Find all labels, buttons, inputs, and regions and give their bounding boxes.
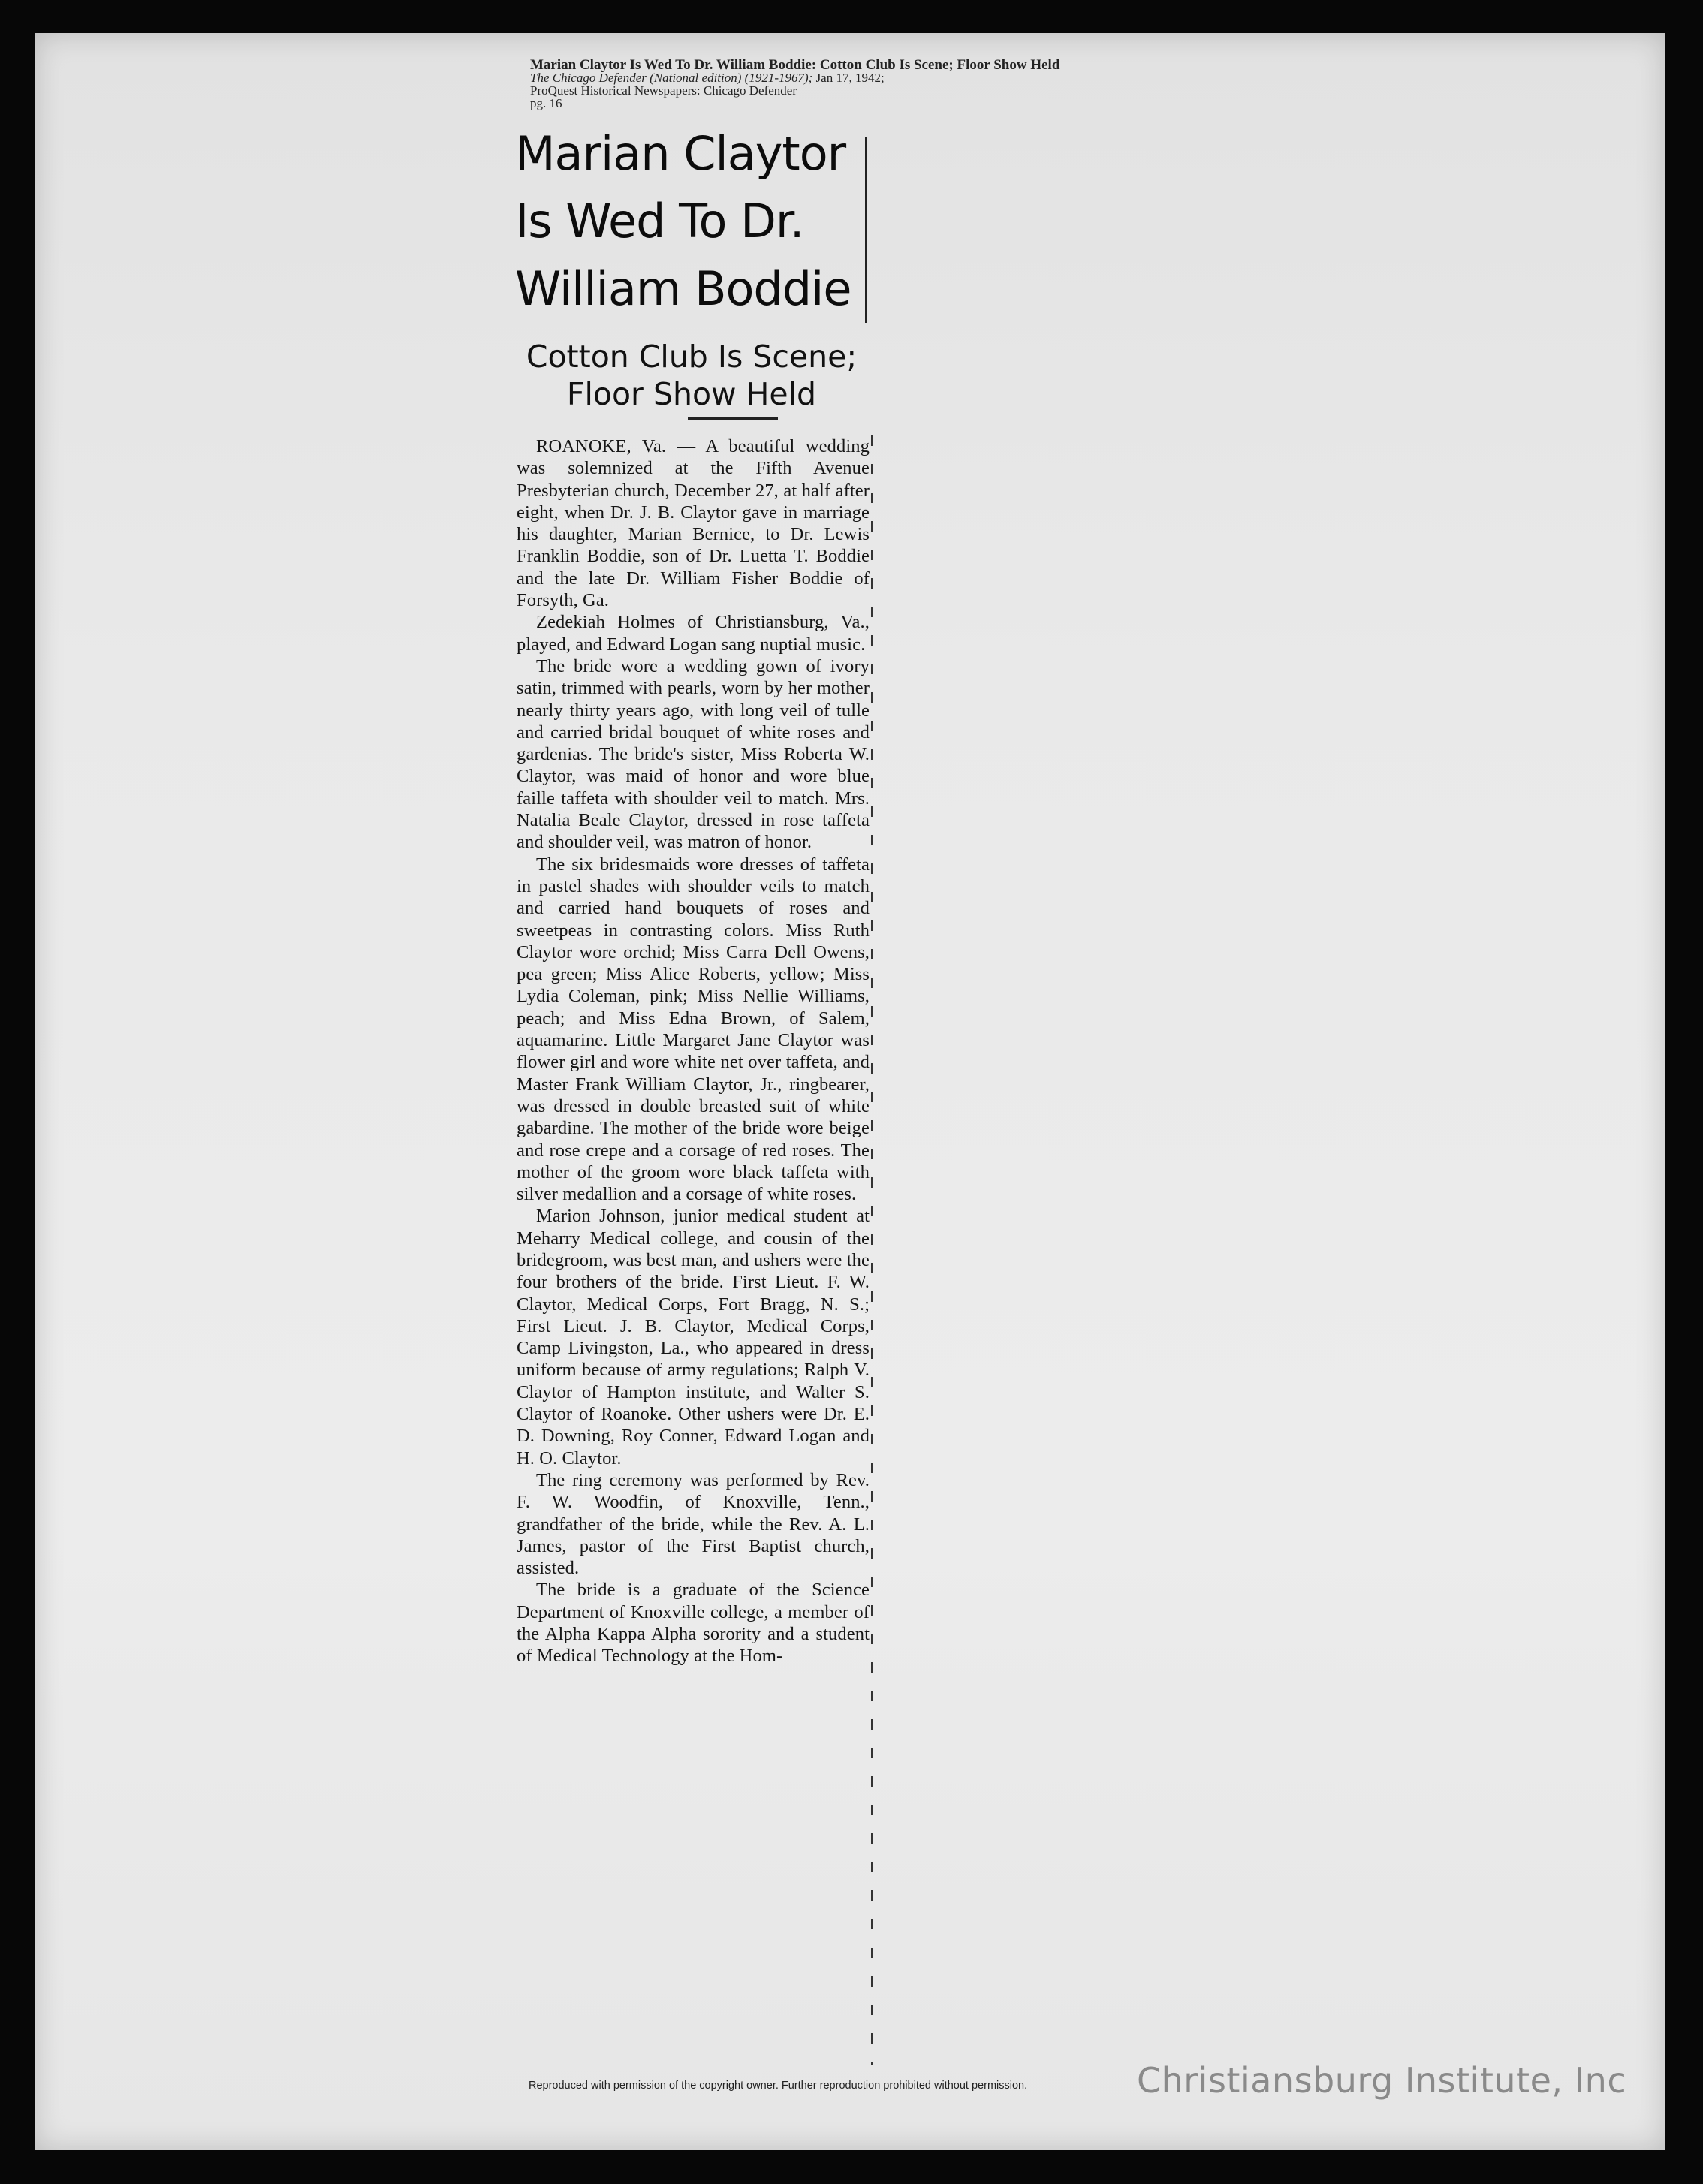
subhead-line: Floor Show Held	[566, 376, 817, 412]
citation-title: Marian Claytor Is Wed To Dr. William Boddie: Cotton Club Is Scene; Floor Show Held	[530, 57, 1060, 73]
article-paragraph: ROANOKE, Va. — A beautiful wedding was solemnized at the Fifth Avenue Presbyterian church, December 27, at half after eight, when Dr. J. B. Claytor gave in marriage his daughter, Marian Bernice, to Dr. Lewis Franklin Boddie, son of Dr. Luetta T. Boddie and the late Dr. William Fisher Boddie of Forsyth, Ga.	[517, 436, 870, 611]
body-column-rule	[871, 435, 873, 2065]
headline-line: Is Wed To Dr.	[515, 194, 804, 249]
citation-page: pg. 16	[530, 96, 562, 110]
article-subhead	[508, 338, 876, 413]
citation-block	[530, 59, 1206, 110]
citation-source	[530, 71, 1206, 84]
article-body	[517, 435, 870, 1667]
subhead-divider	[688, 417, 778, 420]
newspaper-clipping	[508, 120, 876, 2057]
copyright-footer: Reproduced with permission of the copyright owner. Further reproduction prohibited without permission.	[529, 2080, 1028, 2092]
headline-column-rule	[865, 137, 867, 323]
article-paragraph: The ring ceremony was performed by Rev. F. W. Woodfin, of Knoxville, Tenn., grandfather of the bride, while the Rev. A. L. James, pastor of the First Baptist church, assisted.	[517, 1469, 870, 1579]
article-paragraph: The six bridesmaids wore dresses of taffeta in pastel shades with shoulder veils to match and carried hand bouquets of roses and sweetpeas in contrasting colors. Miss Ruth Claytor wore orchid; Miss Carra Dell Owens, pea green; Miss Alice Roberts, yellow; Miss Lydia Coleman, pink; Miss Nellie Williams, peach; and Miss Edna Brown, of Salem, aquamarine. Little Margaret Jane Claytor was flower girl and wore white net over taffeta, and Master Frank William Claytor, Jr., ringbearer, was dressed in double breasted suit of white gabardine. The mother of the bride wore beige and rose crepe and a corsage of red roses. The mother of the groom wore black taffeta with silver medallion and a corsage of white roses.	[517, 854, 870, 1205]
article-paragraph: Marion Johnson, junior medical student at Meharry Medical college, and cousin of the bridegroom, was best man, and ushers were the four brothers of the bride. First Lieut. F. W. Claytor, Medical Corps, Fort Bragg, N. S.; First Lieut. J. B. Claytor, Medical Corps, Camp Livingston, La., who appeared in dress uniform because of army regulations; Ralph V. Claytor of Hampton institute, and Walter S. Claytor of Roanoke. Other ushers were Dr. E. D. Downing, Roy Conner, Edward Logan and H. O. Claytor.	[517, 1206, 870, 1469]
article-paragraph: The bride wore a wedding gown of ivory satin, trimmed with pearls, worn by her mother nearly thirty years ago, with long veil of tulle and carried bridal bouquet of white roses and gardenias. The bride's sister, Miss Roberta W. Claytor, was maid of honor and wore blue faille taffeta with shoulder veil to match. Mrs. Natalia Beale Claytor, dressed in rose taffeta and shoulder veil, was matron of honor.	[517, 655, 870, 853]
headline-line: William Boddie	[515, 261, 852, 316]
article-paragraph: The bride is a graduate of the Science Department of Knoxville college, a member of the Alpha Kappa Alpha sorority and a student of Medical Technology at the Hom-	[517, 1580, 870, 1667]
headline-line: Marian Claytor	[515, 126, 846, 181]
citation-database: ProQuest Historical Newspapers: Chicago Defender	[530, 83, 797, 98]
article-headline	[515, 120, 868, 323]
citation-date: Jan 17, 1942;	[815, 71, 885, 85]
citation-publication: The Chicago Defender (National edition) (1921-1967);	[530, 71, 813, 85]
article-paragraph: Zedekiah Holmes of Christiansburg, Va., played, and Edward Logan sang nuptial music.	[517, 612, 870, 655]
watermark-text: Christiansburg Institute, Inc	[1137, 2060, 1627, 2101]
subhead-line: Cotton Club Is Scene;	[526, 339, 858, 375]
